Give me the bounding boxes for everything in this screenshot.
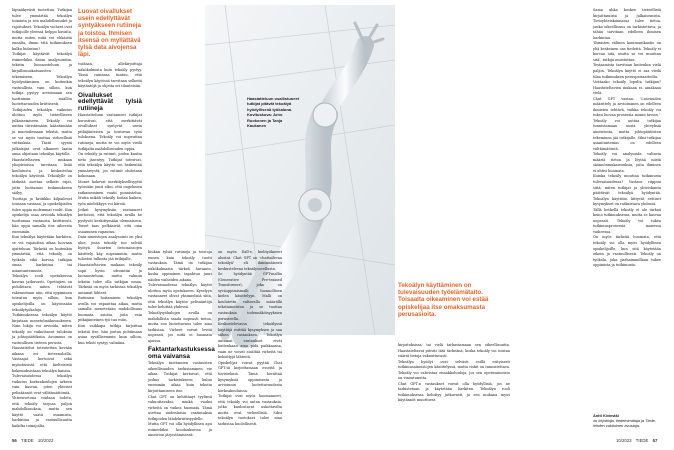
page-number: 56: [12, 438, 17, 443]
paragraph: Tutkijat käyttävät tekoälyä esimerkiksi datan analysointiin, tekstin luonnosteluun ja kirjallisuuskatsausten tekemiseen. Tekoälyn hyödyntäminen on kuitenkin vastuullista vain silloin, kun tutkija pystyy arvioimaan sen tuottaman sisällön luotettavuuden kriittisesti.: [12, 52, 72, 107]
paragraph: Tutkijoiden tekoälyn vaikutus ulottuu myös tieteelliseen julkaisemiseen. Tekoäly voi auttaa tiivistämään, kääntämään ja muotoilemaan tekstiä, mutta se voi myös tuottaa virheellisiä viittauksia. Tästä syystä julkaisijat ovat alkaneet laatia omia ohjeitaan tekoälyn käytölle.: [12, 107, 72, 157]
paragraph: Tekoälyn tuottamien vastausten oikeellisuuden tarkistaminen vie aikaa. Tutkijat kertoivat, että joskus tarkistukseen kuluu enemmän aikaa kuin tekstin kirjoittamiseen itse.: [148, 361, 212, 394]
paragraph: Tulevaisuudessa tekoälyn vaikutus korkeakoulujen arkeen vain kasvaa, joten yhteiset pelisäännöt ovat välttämättömiä.: [12, 374, 72, 395]
paragraph: Rutiinien hoitaminen tekoälyn avulla voi vapauttaa aikaa, mutta samalla menetetään mahdollisuus huomata asioita, joita vain pitkäjänteinen työ tuo esiin.: [78, 296, 142, 323]
issue-number: 10/2023: [37, 438, 54, 443]
paragraph: Tulevaisuudessa tekoälyn käyttö ulottuu myös opetukseen. Kyselyyn vastanneet olivat yksimielisiä siitä, että tekoälyn käytön pelisääntöjä tulee kehittää yhdessä.: [148, 283, 212, 310]
paragraph: Voittaako tekoäly lopulta tutkijan? Haastateltavien mukaan ei, ainakaan vielä.: [593, 80, 661, 96]
magazine-name: TIEDE: [635, 438, 649, 443]
paragraph: Keskustelevassa tekoälyssä käyttäjä esittää kysymyksen ja saa siihen vastauksen. Tekoälyn antamat vastaukset eivät kuitenkaan aina pidä paikkaansa, vaan ne voivat sisältää virheitä tai keksittyjä lähteitä.: [218, 322, 282, 360]
author-role: on kirjoittaja, tiedetoimittaja ja Tiede-lehden vakituinen avustaja.: [593, 418, 657, 428]
paragraph: Sama uhka koskee tieteellistä kirjoittamista ja julkaisemista. Tietoyhteiskunnassa tulee tietoa, jonka oikeellisuus on tarkistettava, ja tähän tarvitaan edelleen ihmisen harkintaa.: [593, 8, 661, 40]
paragraph: On myös tärkeää huomata, että tekoäly voi olla myös hyödyllinen opiskelijoille, kun sitä käytetään oikein ja vastuullisesti. Tekoäly on työkalu, joka parhaimmillaan tukee oppimista ja tutkimusta.: [593, 235, 661, 268]
text-column-6: [593, 8, 661, 408]
paragraph: Haastatteluun vastanneet tutkijat korostivat, että merkittävät oivallukset syntyvät usein pitkäjänteisen ja toistuvan työn tuloksena. Tekoäly voi nopeuttaa rutiineja, mutta se voi myös viedä tutkijalta mahdollisuuden oppia.: [78, 113, 142, 151]
paragraph: Kuinka tekoäly muuttaa tutkimusta tulevaisuudessa? Vastaus riippuu siitä, miten tutkijat ja yhteiskunta päättävät tekoälyä hyödyntää. Tekoälyn käyttöön liittyvät eettiset kysymykset on ratkaistava yhdessä.: [593, 174, 661, 207]
paragraph: Kun tekoälyä käytetään harkiten, se voi vapauttaa aikaa luovaan ajatteluun. Tärkeää on kuitenkin ymmärtää, että tekoäly on työkalu eikä korvaa tutkijan omaa harkintaa tai asiantuntemusta.: [12, 235, 72, 273]
paragraph: voidaan, allekirjoittaja näkökulmista kuin tekoäly pystyy. Tässä rumasaa tuntuu, että tekoälyn käytössä tarvitaan selkeitä käytäntöjä ja ohjeita eri tilanteisiin.: [78, 62, 142, 89]
magazine-name: TIEDE: [20, 438, 34, 443]
paragraph: Tutkimuksessa tekoälyn käyttö kirjataan menetelmäkuvaukseen. Näin lukija voi arvioida, miten tekoäly on vaikuttanut tuloksiin ja johtopäätöksiin. Avoimuus on vastuullisen tieteen perusta.: [12, 313, 72, 345]
paragraph: Haastattelut toteutettiin kevään aikana eri tieteenaloilla. Vastaajat kertoivat sekä myönteisistä että kielteisistä kokemuksistaan tekoälyn kanssa.: [12, 346, 72, 373]
text-column-2: [78, 62, 142, 434]
paragraph: Chat GPT on kehittänyt tyylinsä vakuuttavaksi, minkä vuoksi virheitä on vaikea huomata. Tämä asettaa uudenlaisia vaatimuksia tutkijoiden lähdekriittisyydelle.: [148, 394, 212, 421]
paragraph: Tutkijat ovat myös huomanneet, että tekoäly voi antaa vastauksia, jotka kuulostavat uskottavilta mutta ovat virheellisiä. Siksi tekoälyn tuotokset tulee aina tarkistaa huolellisesti.: [218, 394, 282, 426]
issue-number: 10/2023: [616, 438, 632, 443]
text-column-3: [148, 250, 215, 438]
paragraph: Tekoälyn hyödyt ovat selvästi esillä erityisesti tutkimusaineistojen käsittelyssä, mutta riskit on tunnistettava. Tekoäly voi vahvistaa ennakkoluuloja, jos sen opetusaineisto on vinoutunutta.: [398, 359, 510, 381]
photo-caption: Haastatteluun osallistuneet tutkijat pitävät tekoälyä hyödyllisenä työkaluna. Kuvituskuva: Arno Ruokonen ja Tanja Kaukanen: [247, 96, 300, 129]
paragraph: Tekoälytyökalujen avulla on mahdollista saada nopeasti tietoa, mutta sen luotettavuus tulee aina tarkistaa. Virheet voivat levitä nopeasti, jos niitä ei huomata ajoissa.: [148, 311, 212, 343]
pull-quote: Luovat oivallukset usein edellyttävät syntyäkseen rutiineja ja toistoa. Ihmisen itsensä on myllättävä tylsä data aivojensa läpi.: [78, 8, 141, 59]
subheading: Faktantarkastuksessa oma vaivansa: [148, 346, 215, 360]
paragraph: Haastateltavien mukaan tekoäly sopii hyvin ideointiin ja luonnosteluun, mutta valmiin tekstin tulee olla tutkijan omaa. Tärkeää on myös tarkistaa tekoälyn antamat lähteet.: [78, 263, 142, 295]
paragraph: Kun vaikkapa tutkija kirjoittaa tekstiä itse, hän joutuu pohtimaan asiaa syvällisemmin kuin silloin, kun teksti syntyy valmiina.: [78, 324, 142, 345]
paragraph: 'Ihmisten välinen kommunikaatio on yhä keskeinen osa tiedettä. Tekoäly ei korvaa sitä, mutta se voi muuttaa sitä', tutkija muistuttaa.: [593, 41, 661, 62]
author-name: Antti Kivimäki: [593, 413, 619, 418]
paragraph: Testaamista tarvitaan kuitenkin vielä paljon. Tekoälyn käyttö ei saa viedä tilaa tutkimuksen perusperiaatteilta.: [593, 63, 661, 79]
paragraph: läpinäkyvästi tuotettua. Tutkijan tulee ymmärtää tekoälyn toiminta ja sen mahdollisuudet ja rajoitukset. Tekoälyn vieheet ovat tutkijoille yleensä helppo havaita, mutta miten niitä voi ehkäistä ennalta, ilman että tutkimuksen kulku hidastuu?: [12, 8, 72, 51]
text-column-1: [12, 8, 72, 433]
paragraph: Tällä hetkellä tekoäly ei ole tärkeä keino tutkimuksessa, mutta se kasvaa nopeasti. Tekoäly voi tukea tutkimusprosessia monessa vaiheessa.: [593, 207, 661, 234]
page-number: 57: [652, 438, 658, 443]
paragraph: on myös Dall-e, kielityökaveri alustat. Chat GPT on 'chattailevaa tekoälyä' eli ihmismäisesti keskustelevaa tekoälysovellusta.: [218, 250, 282, 271]
paragraph: Yhteenvetona voidaan todeta, että tekoäly tarjoaa paljon mahdollisuuksia, mutta sen käyttö vaatii osaamista, harkintaa ja vastuullisuutta kaikilta toimijoilta.: [12, 396, 72, 429]
paragraph: Jotkut kysymyksiin vastanneet kertoivat, että tekoälyn avulla he pystyvät keskittymään olennaiseen. Toiset taas pelkäsivät, että oma osaaminen rapautuu.: [78, 207, 142, 234]
text-column-5: [398, 343, 510, 434]
paragraph: Tuottaja ja kriitikko kilpailevat toisiaan vastaan, ja opiskelijoiden tulee oppia molemmat roolit. Kun opiskelija osaa arvioida tekoälyn tuottamaa vastausta kriittisesti, hän oppii samalla itse aiheesta enemmän.: [12, 196, 72, 234]
paragraph: On tekoäly ja rutiinit, joiden kautta tieto jäsentyy. Tutkijat totesivat, että tekoälyn käyttö voi heikentää ymmärrystä, jos rutiinit ohitetaan kokonaan.: [78, 152, 142, 179]
paragraph: Haastateltavien mukaan yliopistoissa tarvitaan lisää koulutusta ja keskustelua tekoälyn käytöstä. Tekoälylle on tärkeää asettaa selkeät rajat, jotta luottamus tutkimukseen säilyy.: [12, 157, 72, 196]
pull-quote: Tekoälyn käyttäminen on tulevaisuuden työelämätaito. Toisaalta oikeaminen voi estää opiskelijaa itse omaksumasta perusasioita.: [398, 282, 489, 318]
paragraph: Chat GPT:n vastaukset voivat olla hyödyllisiä, jos ne tarkistetaan ja käytetään harkiten. Tekoälyn rooli tutkimuksessa kehittyy jatkuvasti, ja sen mukana myös käytännöt muuttuvat.: [398, 381, 510, 403]
paragraph: Tekoäly voi analysoida valtavia määriä tietoa ja löytää niistä säännönmukaisuuksia, joita ihminen ei ehtisi huomata.: [593, 152, 661, 173]
text-column-4: [218, 250, 282, 434]
paragraph: Mutta GPT voi olla hyödyllinen apu esimerkiksi koodauksessa ja aineiston järjestämisessä.: [148, 422, 212, 438]
paragraph: Tekoäly voi auttaa tutkijaa tunnistamaan uusia yhteyksiä aineistosta, mutta johtopäätösten tekeminen jää tutkijalle. Siksi tutkijan asiantuntemus on edelleen välttämätöntä.: [593, 118, 661, 151]
paragraph: Monet kokevat merkityksellisyyttä työssään juuri siksi, että ongelmien ratkaiseminen vaatii ponnistelua. Mutta mikäli tekoäly hoitaa kaiken, työn mielekkyys voi kärsiä.: [78, 179, 142, 206]
paragraph: Data-aineistojen analysointi on yksi alue, jossa tekoäly tuo selvää hyötyä. Suurten tietomassojen käsittely käy nopeammin, mutta tulosten tulkinta jää tutkijalle.: [78, 235, 142, 262]
paragraph: hiukan tylsiä rutiineja ja toistoja ennen kuin tekoäly tuotti vastauksia. Tämä on tutkijan näkökulmasta tärkeä havainto, koska oppiminen tapahtuu juuri näiden vaiheiden aikana.: [148, 250, 212, 282]
paragraph: Chat GPT vastaa: 'Luovuuden määrittely ja arvioiminen on edelleen ihmisten tehtävä, vaikka tekoäly voi tukea luovaa prosessia monin tavoin.': [593, 96, 661, 118]
paragraph: Tekoälyn rooli opetuksessa kasvaa jatkuvasti. Opettajien on pohdittava, miten tehtävät rakennetaan niin, että oppiminen toteutuu myös silloin, kun opiskelijoilla on käytössään tekoälytyökaluja.: [12, 274, 72, 312]
footer-left: [12, 438, 53, 443]
subheading: Oivallukset edellyttävät tylsiä rutiineja: [78, 91, 142, 112]
author-byline: [593, 413, 661, 428]
paragraph: Se hyödyntää GPT-mallia (Generative Pre-trained Transformer), joka on syväoppimismalli luonnollisen kielen käsittelyyn. Malli on koulutettu valtavalla määrällä tekstiaineistoa ja se tuottaa vastauksia todennäköisyyksien perusteella.: [218, 272, 282, 321]
paragraph: Opiskelijat voivat pyytää Chat GPT:tä kirjoittamaan esseitä ja tiivistelmiä. Tämä herättää kysymyksiä oppimisesta ja arvioinnin luotettavuudesta korkeakouluissa.: [218, 360, 282, 393]
paragraph: kirjoituksissa' tai vielä tarkastamaan sen oikeellisuutta. Haastateltavat pitivät tätä tärkeänä, koska tekoäly voi toistaa vääriä tietoja vakuuttavasti.: [398, 343, 510, 359]
footer-right: [616, 438, 657, 443]
